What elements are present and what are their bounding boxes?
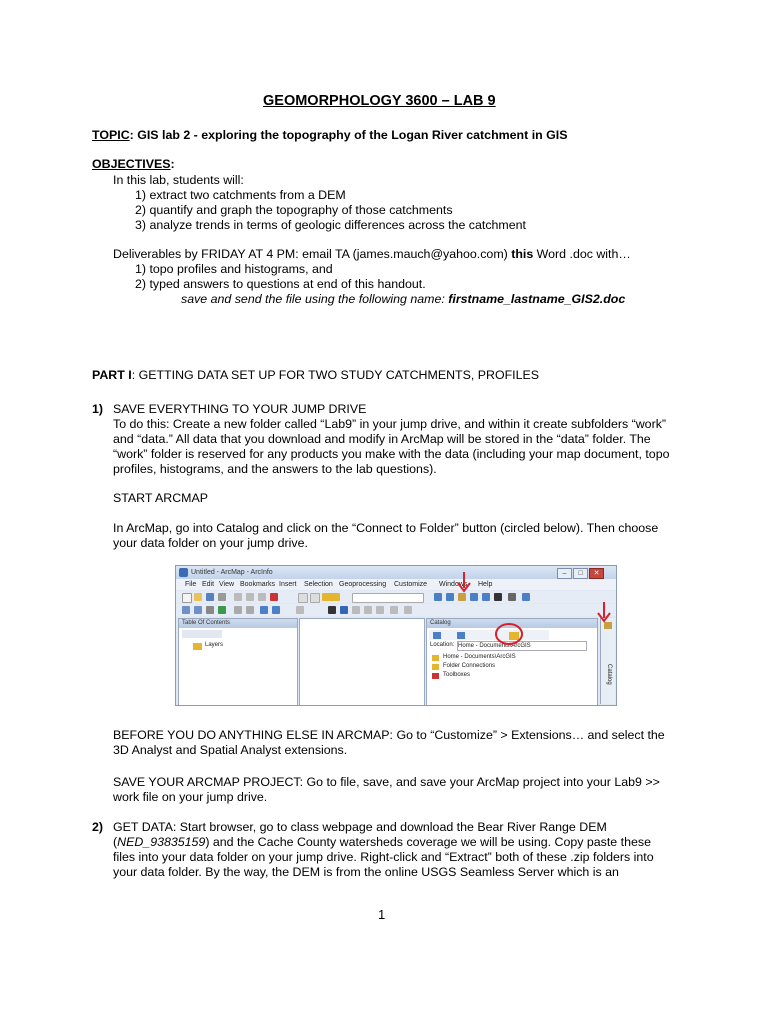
red-annotations (176, 566, 616, 705)
menu-item: Insert (279, 581, 297, 588)
save-project-line: work file on your jump drive. (113, 790, 268, 804)
red-arrow-icon (598, 602, 610, 621)
toc-layer: Layers (205, 642, 224, 648)
side-tab-label: Catalog (606, 664, 612, 685)
location-value: Home - Documents\ArcGIS (458, 643, 531, 649)
step2-line: (NED_93835159) and the Cache County watersheds coverage we will be using. Copy paste these (113, 835, 651, 849)
objectives-heading: OBJECTIVES: (92, 157, 175, 171)
part1-label: PART I (92, 368, 132, 382)
step2-line: GET DATA: Start browser, go to class webpage and download the Bear River Range DEM (113, 820, 607, 834)
menu-item: View (219, 581, 235, 588)
save-note: save and send the file using the following name: firstname_lastname_GIS2.doc (181, 292, 626, 306)
menu-item: Edit (202, 581, 215, 588)
before-line: 3D Analyst and Spatial Analyst extensions. (113, 743, 348, 757)
objective-item: 2) quantify and graph the topography of those catchments (135, 203, 453, 217)
maximize-icon: □ (573, 568, 588, 579)
deliverable-item: 1) topo profiles and histograms, and (135, 262, 333, 276)
tree-item: Folder Connections (443, 663, 496, 669)
step1-line: profiles, histograms, and the answers to the lab questions). (113, 462, 437, 476)
close-icon: ✕ (589, 568, 604, 579)
topic-text: : GIS lab 2 - exploring the topography of the Logan River catchment in GIS (129, 128, 568, 142)
step1-line: and “data.” All data that you download and modify in ArcMap will be stored in the “data” folder. The (113, 432, 651, 446)
minimize-icon: – (557, 568, 572, 579)
save-project-line: SAVE YOUR ARCMAP PROJECT: Go to file, save, and save your ArcMap project into your Lab9 >> (113, 775, 660, 789)
filename: firstname_lastname_GIS2.doc (448, 292, 626, 306)
red-arrow-icon (458, 572, 470, 591)
window-title: Untitled - ArcMap - ArcInfo (191, 569, 273, 576)
menu-item: Bookmarks (240, 581, 276, 588)
step1-line: “work” folder is reserved for any products you make with the data (including your map document, topo (113, 447, 670, 461)
objectives-label: OBJECTIVES (92, 157, 171, 171)
document-title: GEOMORPHOLOGY 3600 – LAB 9 (263, 93, 496, 109)
menu-item: Selection (304, 581, 333, 588)
step2-line: files into your data folder on your jump drive. Right-click and “Extract” both of these .zip folders into (113, 850, 654, 864)
page-number: 1 (378, 907, 386, 922)
topic-line (92, 128, 568, 143)
step2-line: your data folder. By the way, the DEM is from the online USGS Seamless Server which is an (113, 865, 619, 879)
toc-title: Table Of Contents (179, 619, 297, 628)
start-arcmap: START ARCMAP (113, 491, 209, 505)
step-number: 1) (92, 402, 104, 416)
part1-heading: PART I: GETTING DATA SET UP FOR TWO STUDY CATCHMENTS, PROFILES (92, 368, 540, 382)
step-number: 2) (92, 820, 104, 834)
menu-item: Geoprocessing (339, 581, 387, 588)
highlight-circle (496, 624, 522, 644)
menu-item: Windows (439, 581, 468, 588)
objective-item: 3) analyze trends in terms of geologic differences across the catchment (135, 218, 526, 232)
objectives-intro: In this lab, students will: (113, 173, 244, 187)
dem-name: NED_93835159 (117, 835, 206, 849)
catalog-line: In ArcMap, go into Catalog and click on the “Connect to Folder” button (circled below). Then choose (113, 521, 659, 535)
tree-item: Toolboxes (443, 672, 471, 678)
menu-item: File (185, 581, 197, 588)
objective-item: 1) extract two catchments from a DEM (135, 188, 346, 202)
before-line: BEFORE YOU DO ANYTHING ELSE IN ARCMAP: Go to “Customize” > Extensions… and select the (113, 728, 665, 742)
deliverables-line: Deliverables by FRIDAY AT 4 PM: email TA (james.mauch@yahoo.com) this Word .doc with… (113, 247, 631, 261)
arcmap-screenshot (175, 565, 617, 706)
topic-label: TOPIC (92, 128, 130, 142)
tree-item: Home - Documents\ArcGIS (443, 654, 516, 660)
deliverable-item: 2) typed answers to questions at end of this handout. (135, 277, 426, 291)
catalog-title: Catalog (427, 619, 597, 628)
menu-item: Help (478, 581, 493, 588)
location-label: Location: (430, 642, 455, 648)
catalog-line: your data folder on your jump drive. (113, 536, 308, 550)
step1-line: To do this: Create a new folder called “Lab9” in your jump drive, and within it create subfolders “work” (113, 417, 667, 431)
step1-heading: SAVE EVERYTHING TO YOUR JUMP DRIVE (113, 402, 367, 416)
menu-item: Customize (394, 581, 428, 588)
